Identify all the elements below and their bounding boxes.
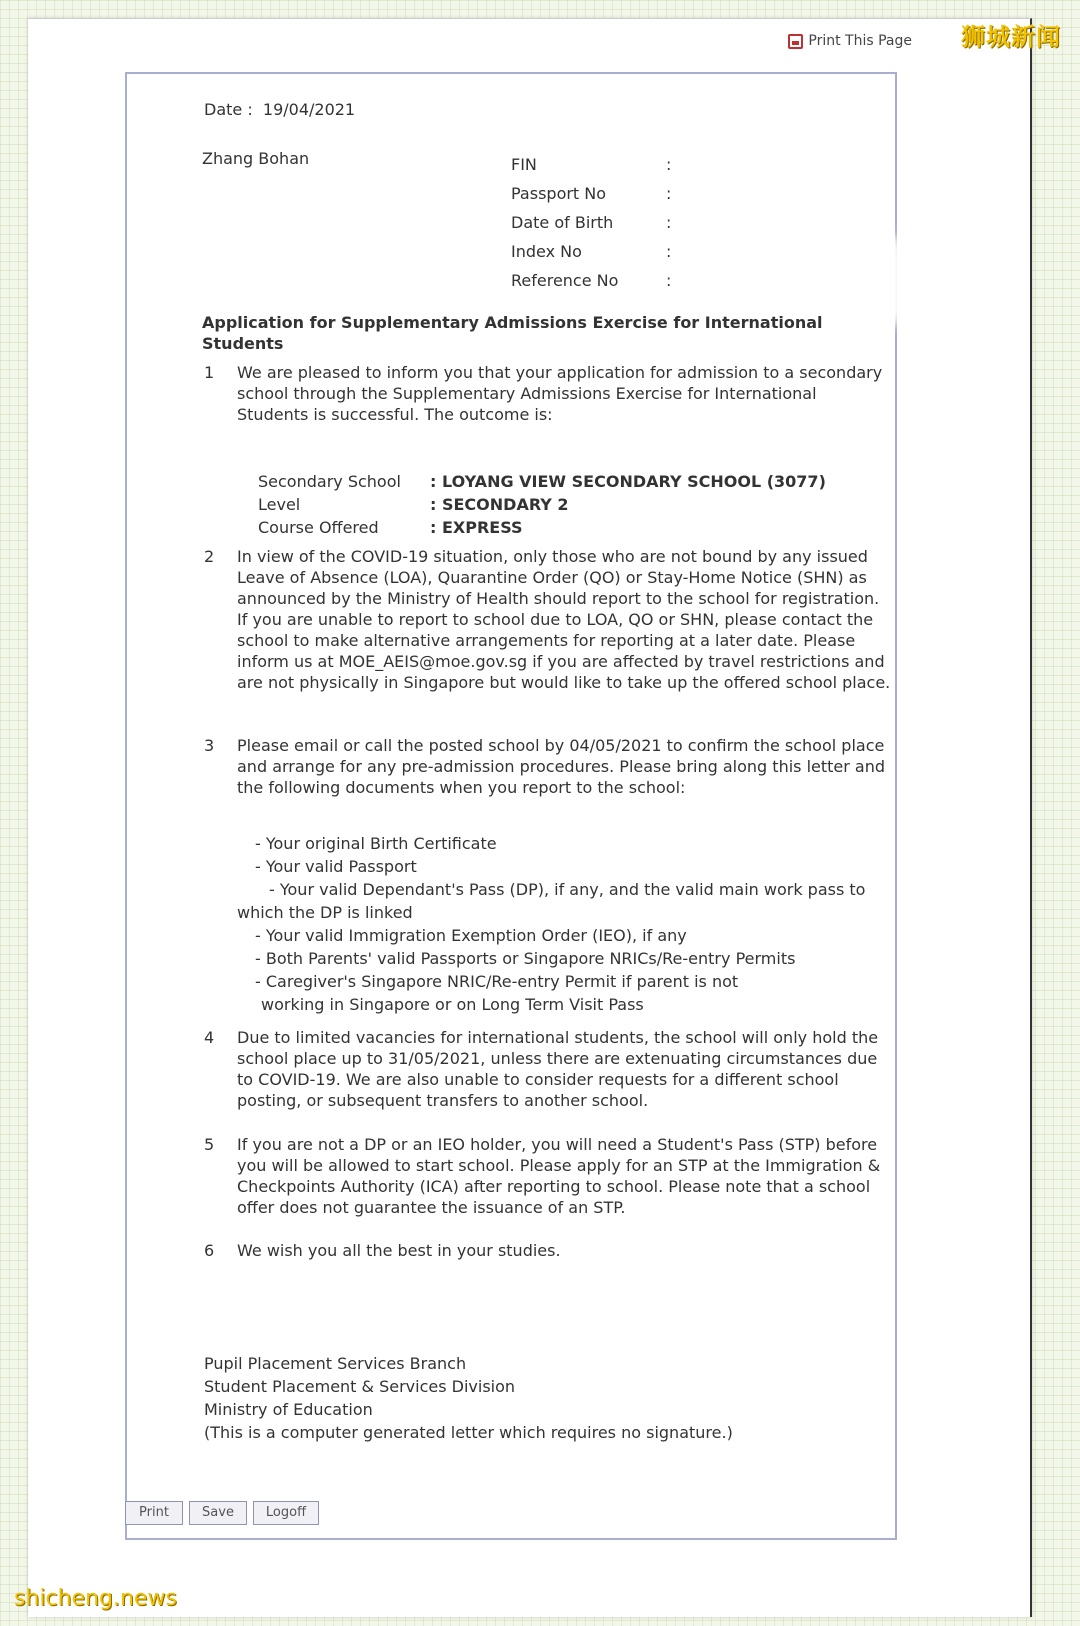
paragraph-4 — [204, 1027, 892, 1111]
outcome-label: Level — [258, 495, 301, 514]
paragraph-2 — [204, 546, 892, 693]
action-buttons — [125, 1501, 319, 1525]
outcome-table — [258, 470, 826, 539]
paragraph-number: 6 — [204, 1241, 215, 1260]
info-row-dob — [511, 208, 671, 237]
signature-line: (This is a computer generated letter which requires no signature.) — [204, 1423, 733, 1442]
paragraph-3 — [204, 735, 892, 798]
outcome-row-school — [258, 470, 826, 493]
info-label: FIN — [511, 155, 537, 174]
outcome-value: : SECONDARY 2 — [430, 495, 569, 514]
outcome-value: : LOYANG VIEW SECONDARY SCHOOL (3077) — [430, 472, 826, 491]
info-separator: : — [666, 242, 672, 261]
outcome-row-course — [258, 516, 826, 539]
logoff-button[interactable]: Logoff — [253, 1501, 319, 1525]
document-item: - Caregiver's Singapore NRIC/Re-entry Permit if parent is not — [255, 972, 739, 991]
paragraph-number: 5 — [204, 1135, 215, 1154]
print-this-page-link[interactable] — [788, 33, 912, 49]
student-name: Zhang Bohan — [202, 149, 310, 168]
paragraph-1 — [204, 362, 892, 425]
paragraph-text: If you are not a DP or an IEO holder, you will need a Student's Pass (STP) before you will be allowed to start school. Please apply for an STP at the Immigration & Checkpoints Authority (ICA) after reporting to school. Please note that a school offer does not guarantee the issuance of an STP. — [237, 1135, 881, 1217]
paragraph-number: 3 — [204, 736, 215, 755]
document-item: - Your valid Immigration Exemption Order (IEO), if any — [255, 926, 687, 945]
watermark-logo-top: 狮城新闻 — [961, 23, 1061, 51]
printer-icon — [788, 34, 803, 49]
letter-subject: Application for Supplementary Admissions Exercise for International Students — [202, 313, 823, 353]
document-item: - Your valid Dependant's Pass (DP), if any, and the valid main work pass to — [269, 880, 866, 899]
info-label: Passport No — [511, 184, 607, 203]
info-separator: : — [666, 271, 672, 290]
paragraph-6 — [204, 1240, 892, 1261]
paragraph-number: 1 — [204, 363, 215, 382]
paragraph-text: In view of the COVID-19 situation, only those who are not bound by any issued Leave of Absence (LOA), Quarantine Order (QO) or Stay-Home Notice (SHN) as announced by the Ministry of Health should report to the school for registration. If you are unable to report to school due to LOA, QO or SHN, please contact the school to make alternative arrangements for reporting at a later date. Please inform us at MOE_AEIS@moe.gov.sg if you are affected by travel restrictions and are not physically in Singapore but would like to take up the offered school place. — [237, 547, 891, 692]
info-separator: : — [666, 184, 672, 203]
document-item: - Both Parents' valid Passports or Singapore NRICs/Re-entry Permits — [255, 949, 796, 968]
date-label: Date : — [204, 100, 253, 119]
info-row-reference — [511, 266, 671, 295]
document-item: - Your valid Passport — [255, 857, 417, 876]
document-item: working in Singapore or on Long Term Visit Pass — [261, 995, 644, 1014]
date-value: 19/04/2021 — [262, 100, 356, 119]
info-label: Index No — [511, 242, 582, 261]
signature-line: Ministry of Education — [204, 1400, 373, 1419]
signature-line: Pupil Placement Services Branch — [204, 1354, 467, 1373]
letter-signature-block — [204, 1352, 733, 1444]
info-label: Reference No — [511, 271, 619, 290]
outcome-row-level — [258, 493, 826, 516]
document-item: - Your original Birth Certificate — [255, 834, 497, 853]
print-button[interactable]: Print — [125, 1501, 183, 1525]
outcome-label: Secondary School — [258, 472, 401, 491]
info-label: Date of Birth — [511, 213, 614, 232]
outcome-label: Course Offered — [258, 518, 379, 537]
student-info-table — [511, 150, 671, 295]
print-this-page-label: Print This Page — [808, 33, 912, 49]
paragraph-text: Please email or call the posted school by 04/05/2021 to confirm the school place and arrange for any pre-admission procedures. Please bring along this letter and the following documents when you report to the school: — [237, 736, 886, 797]
info-separator: : — [666, 155, 672, 174]
letter-date — [204, 99, 355, 120]
save-button[interactable]: Save — [189, 1501, 247, 1525]
paragraph-text: We wish you all the best in your studies. — [237, 1241, 561, 1260]
paragraph-number: 2 — [204, 547, 215, 566]
required-documents-list — [237, 832, 887, 1016]
info-separator: : — [666, 213, 672, 232]
paragraph-text: Due to limited vacancies for international students, the school will only hold the school place up to 31/05/2021, unless there are extenuating circumstances due to COVID-19. We are also unable to consider requests for a different school posting, or subsequent transfers to another school. — [237, 1028, 879, 1110]
watermark-logo-bottom: shicheng.news — [14, 1586, 177, 1611]
info-row-passport — [511, 179, 671, 208]
admission-letter — [125, 72, 897, 1540]
application-window — [28, 18, 1032, 1617]
paragraph-number: 4 — [204, 1028, 215, 1047]
paragraph-5 — [204, 1134, 892, 1218]
signature-line: Student Placement & Services Division — [204, 1377, 516, 1396]
outcome-value: : EXPRESS — [430, 518, 523, 537]
info-row-fin — [511, 150, 671, 179]
document-item: which the DP is linked — [237, 903, 413, 922]
paragraph-text: We are pleased to inform you that your application for admission to a secondary school through the Supplementary Admissions Exercise for International Students is successful. The outcome is: — [237, 363, 883, 424]
info-row-index — [511, 237, 671, 266]
